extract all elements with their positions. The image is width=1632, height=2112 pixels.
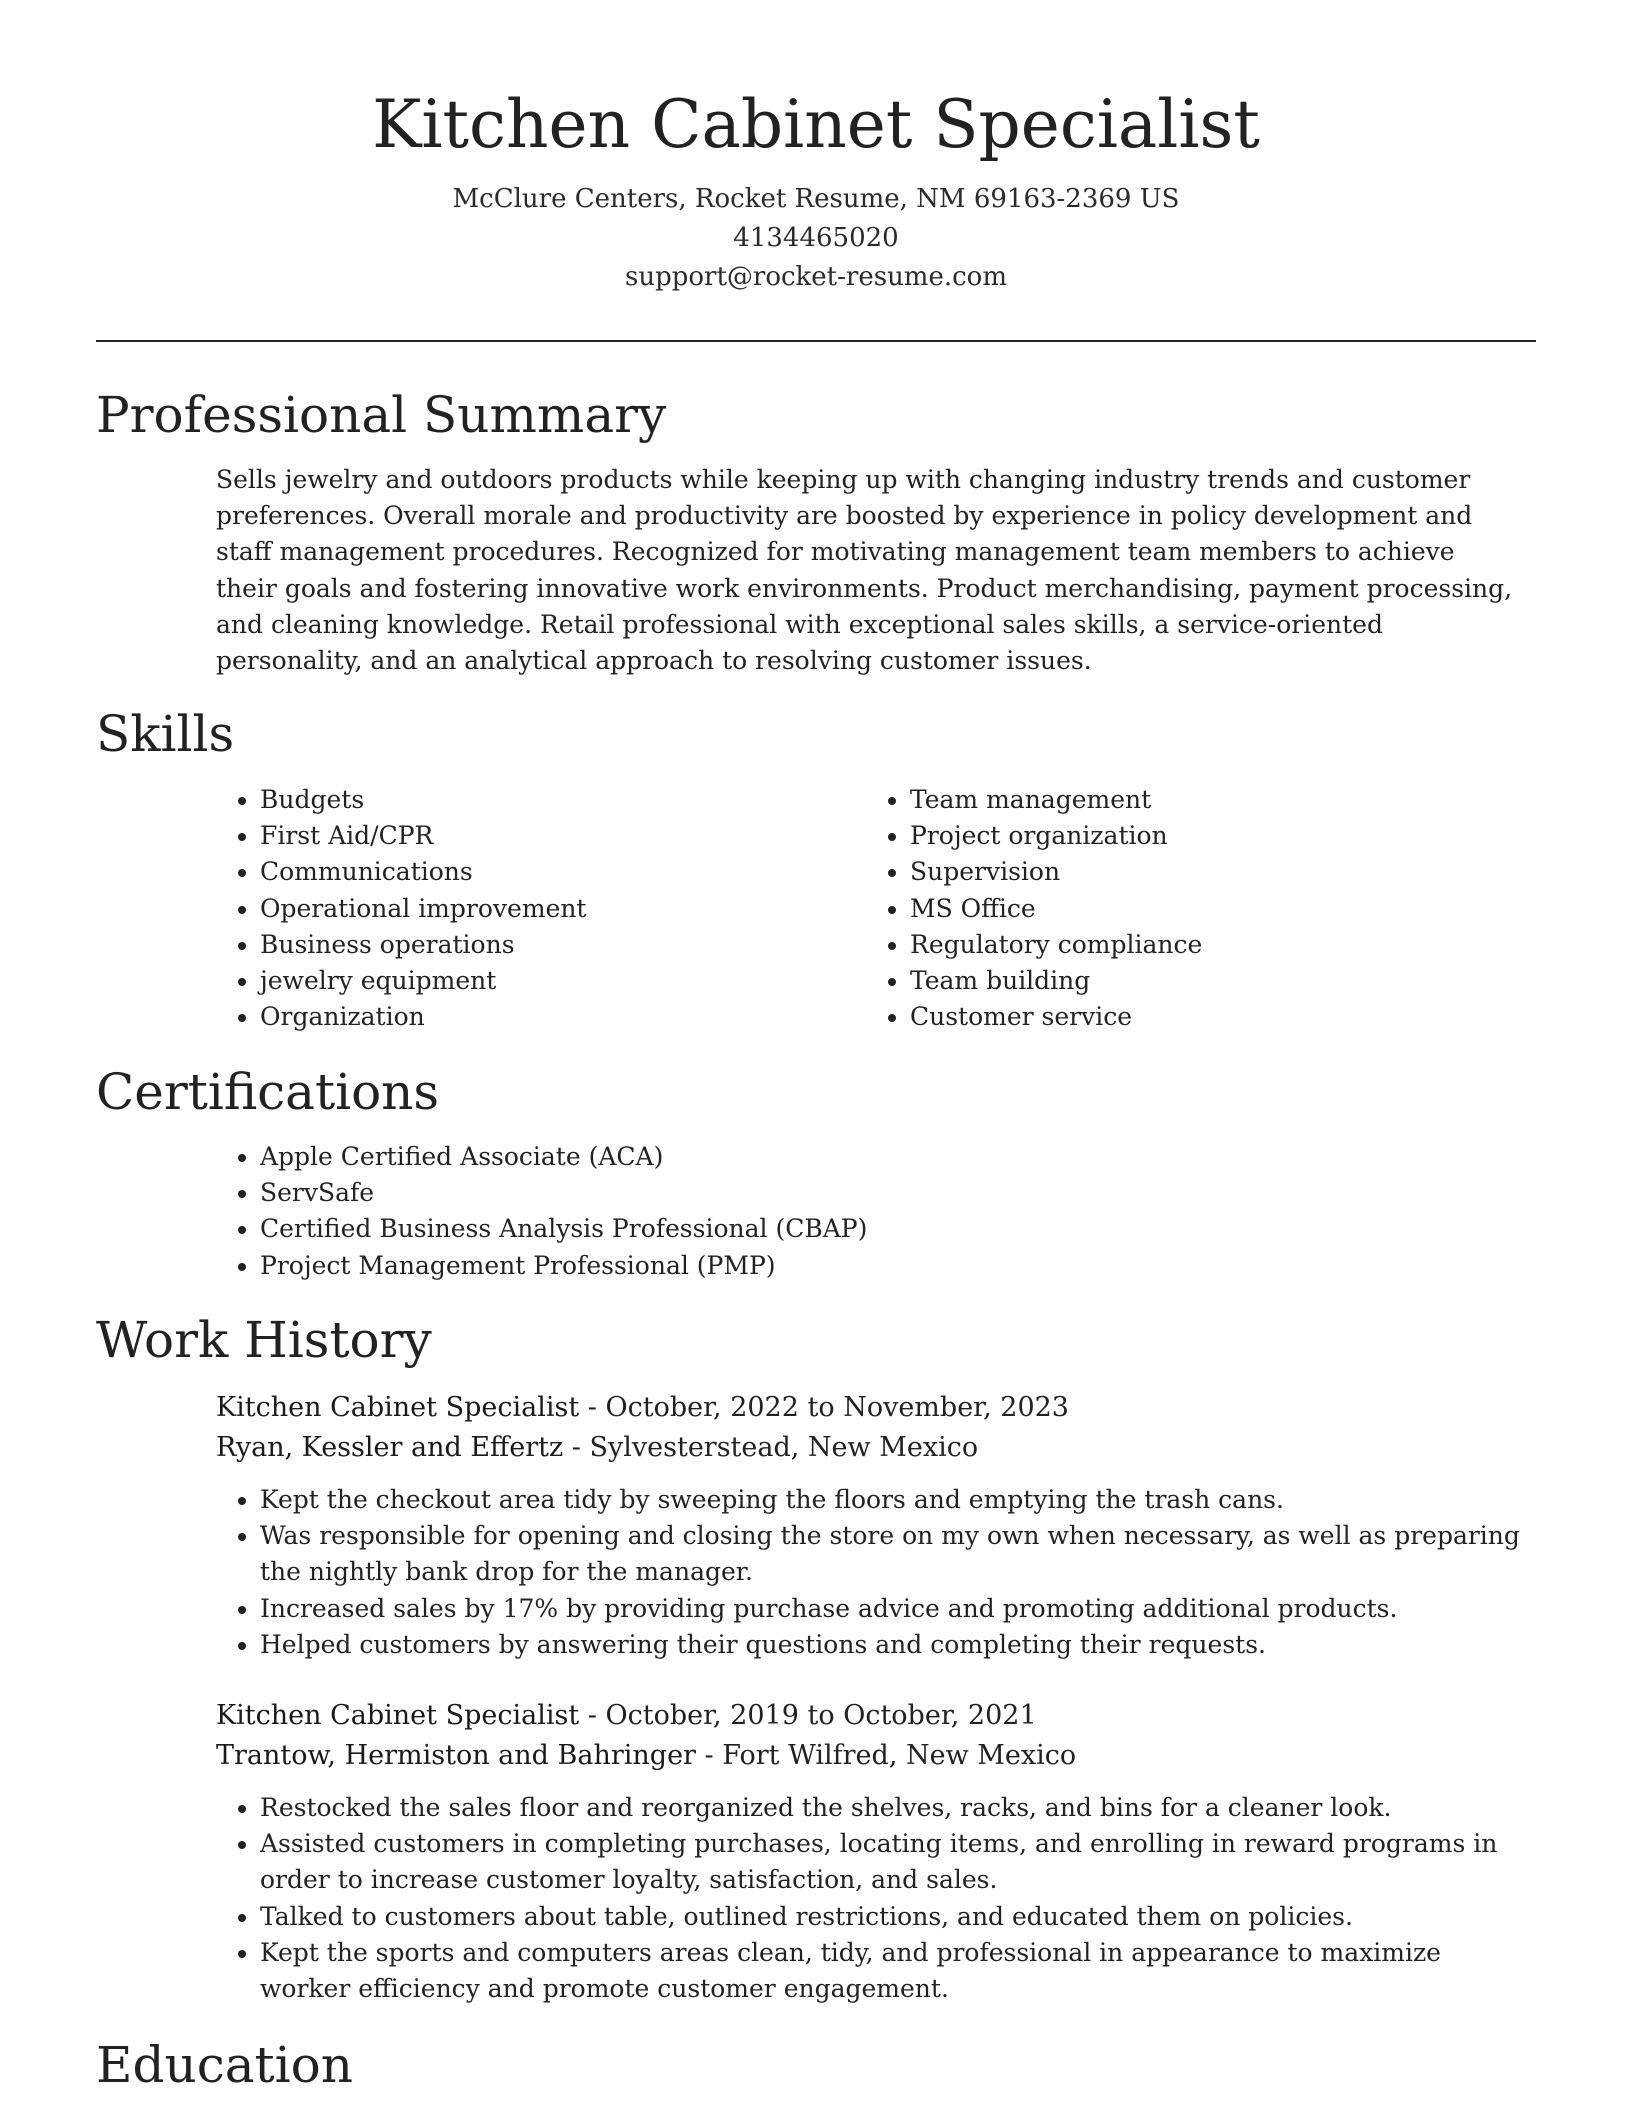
job-role: Kitchen Cabinet Specialist [216, 1700, 580, 1731]
job-company: Trantow, Hermiston and Bahringer [216, 1740, 696, 1771]
skills-list-left [216, 782, 816, 1035]
candidate-name: Kitchen Cabinet Specialist [372, 86, 1260, 163]
job-location: - Fort Wilfred, New Mexico [695, 1740, 1077, 1771]
list-item: • Budgets [260, 782, 816, 818]
list-item: • Team building [910, 963, 1486, 999]
certifications-list [216, 1139, 1516, 1284]
list-item: • Apple Certified Associate (ACA) [260, 1139, 1516, 1175]
skills-column-right [866, 782, 1486, 1035]
job-company-line [216, 1428, 1526, 1468]
list-item: • Certified Business Analysis Professional (CBAP) [260, 1211, 1516, 1247]
list-item: • Assisted customers in completing purchases, locating items, and enrolling in reward programs in order to increase customer loyalty, satisfaction, and sales. [260, 1826, 1526, 1898]
summary-text: Sells jewelry and outdoors products while keeping up with changing industry trends and customer preferences. Overall morale and productivity are boosted by experience in policy development and staff management procedures. Recognized for motivating management team members to achieve their goals and fostering innovative work environments. Product merchandising, payment processing, and cleaning knowledge. Retail professional with exceptional sales skills, a service-oriented personality, and an analytical approach to resolving customer issues. [216, 465, 1513, 676]
list-item: • Talked to customers about table, outlined restrictions, and educated them on policies. [260, 1899, 1526, 1935]
job-location: - Sylvesterstead, New Mexico [563, 1432, 979, 1463]
resume-header [0, 82, 1632, 297]
list-item: • Team management [910, 782, 1486, 818]
job-company: Ryan, Kessler and Effertz [216, 1432, 564, 1463]
skills-column-left [216, 782, 816, 1035]
job-dates: - October, 2019 to October, 2021 [579, 1700, 1037, 1731]
education-heading: Education [96, 2036, 353, 2094]
list-item: • Operational improvement [260, 891, 816, 927]
list-item: • Regulatory compliance [910, 927, 1486, 963]
list-item: • Increased sales by 17% by providing purchase advice and promoting additional products. [260, 1591, 1526, 1627]
list-item: • Communications [260, 854, 816, 890]
skills-list-right [866, 782, 1486, 1035]
certifications-block [216, 1139, 1516, 1284]
list-item: • Project organization [910, 818, 1486, 854]
contact-phone: 4134465020 [733, 223, 899, 253]
job-duties-list [216, 1482, 1526, 1663]
job-company-line [216, 1736, 1526, 1776]
work-history-heading: Work History [96, 1311, 432, 1369]
list-item: • Was responsible for opening and closing the store on my own when necessary, as well as preparing the nightly bank drop for the manager. [260, 1518, 1526, 1590]
job-entry [216, 1696, 1526, 2007]
job-title-line [216, 1696, 1526, 1736]
list-item: • First Aid/CPR [260, 818, 816, 854]
list-item: • Customer service [910, 999, 1486, 1035]
job-duties-list [216, 1790, 1526, 2007]
contact-email: support@rocket-resume.com [624, 262, 1007, 292]
job-title-line [216, 1388, 1526, 1428]
list-item: • MS Office [910, 891, 1486, 927]
list-item: • Helped customers by answering their questions and completing their requests. [260, 1627, 1526, 1663]
list-item: • Kept the sports and computers areas clean, tidy, and professional in appearance to maximize worker efficiency and promote customer engagement. [260, 1935, 1526, 2007]
job-entry [216, 1388, 1526, 1663]
list-item: • Supervision [910, 854, 1486, 890]
header-divider [96, 340, 1536, 342]
list-item: • Organization [260, 999, 816, 1035]
job-dates: - October, 2022 to November, 2023 [579, 1392, 1069, 1423]
list-item: • Restocked the sales floor and reorganized the shelves, racks, and bins for a cleaner look. [260, 1790, 1526, 1826]
certifications-heading: Certifications [96, 1063, 440, 1121]
list-item: • jewelry equipment [260, 963, 816, 999]
contact-address: McClure Centers, Rocket Resume, NM 69163-2369 US [452, 184, 1180, 214]
skills-heading: Skills [96, 705, 235, 763]
contact-info [0, 180, 1632, 297]
list-item: • ServSafe [260, 1175, 1516, 1211]
summary-heading: Professional Summary [96, 386, 667, 444]
list-item: • Kept the checkout area tidy by sweeping the floors and emptying the trash cans. [260, 1482, 1526, 1518]
list-item: • Project Management Professional (PMP) [260, 1248, 1516, 1284]
list-item: • Business operations [260, 927, 816, 963]
job-role: Kitchen Cabinet Specialist [216, 1392, 580, 1423]
